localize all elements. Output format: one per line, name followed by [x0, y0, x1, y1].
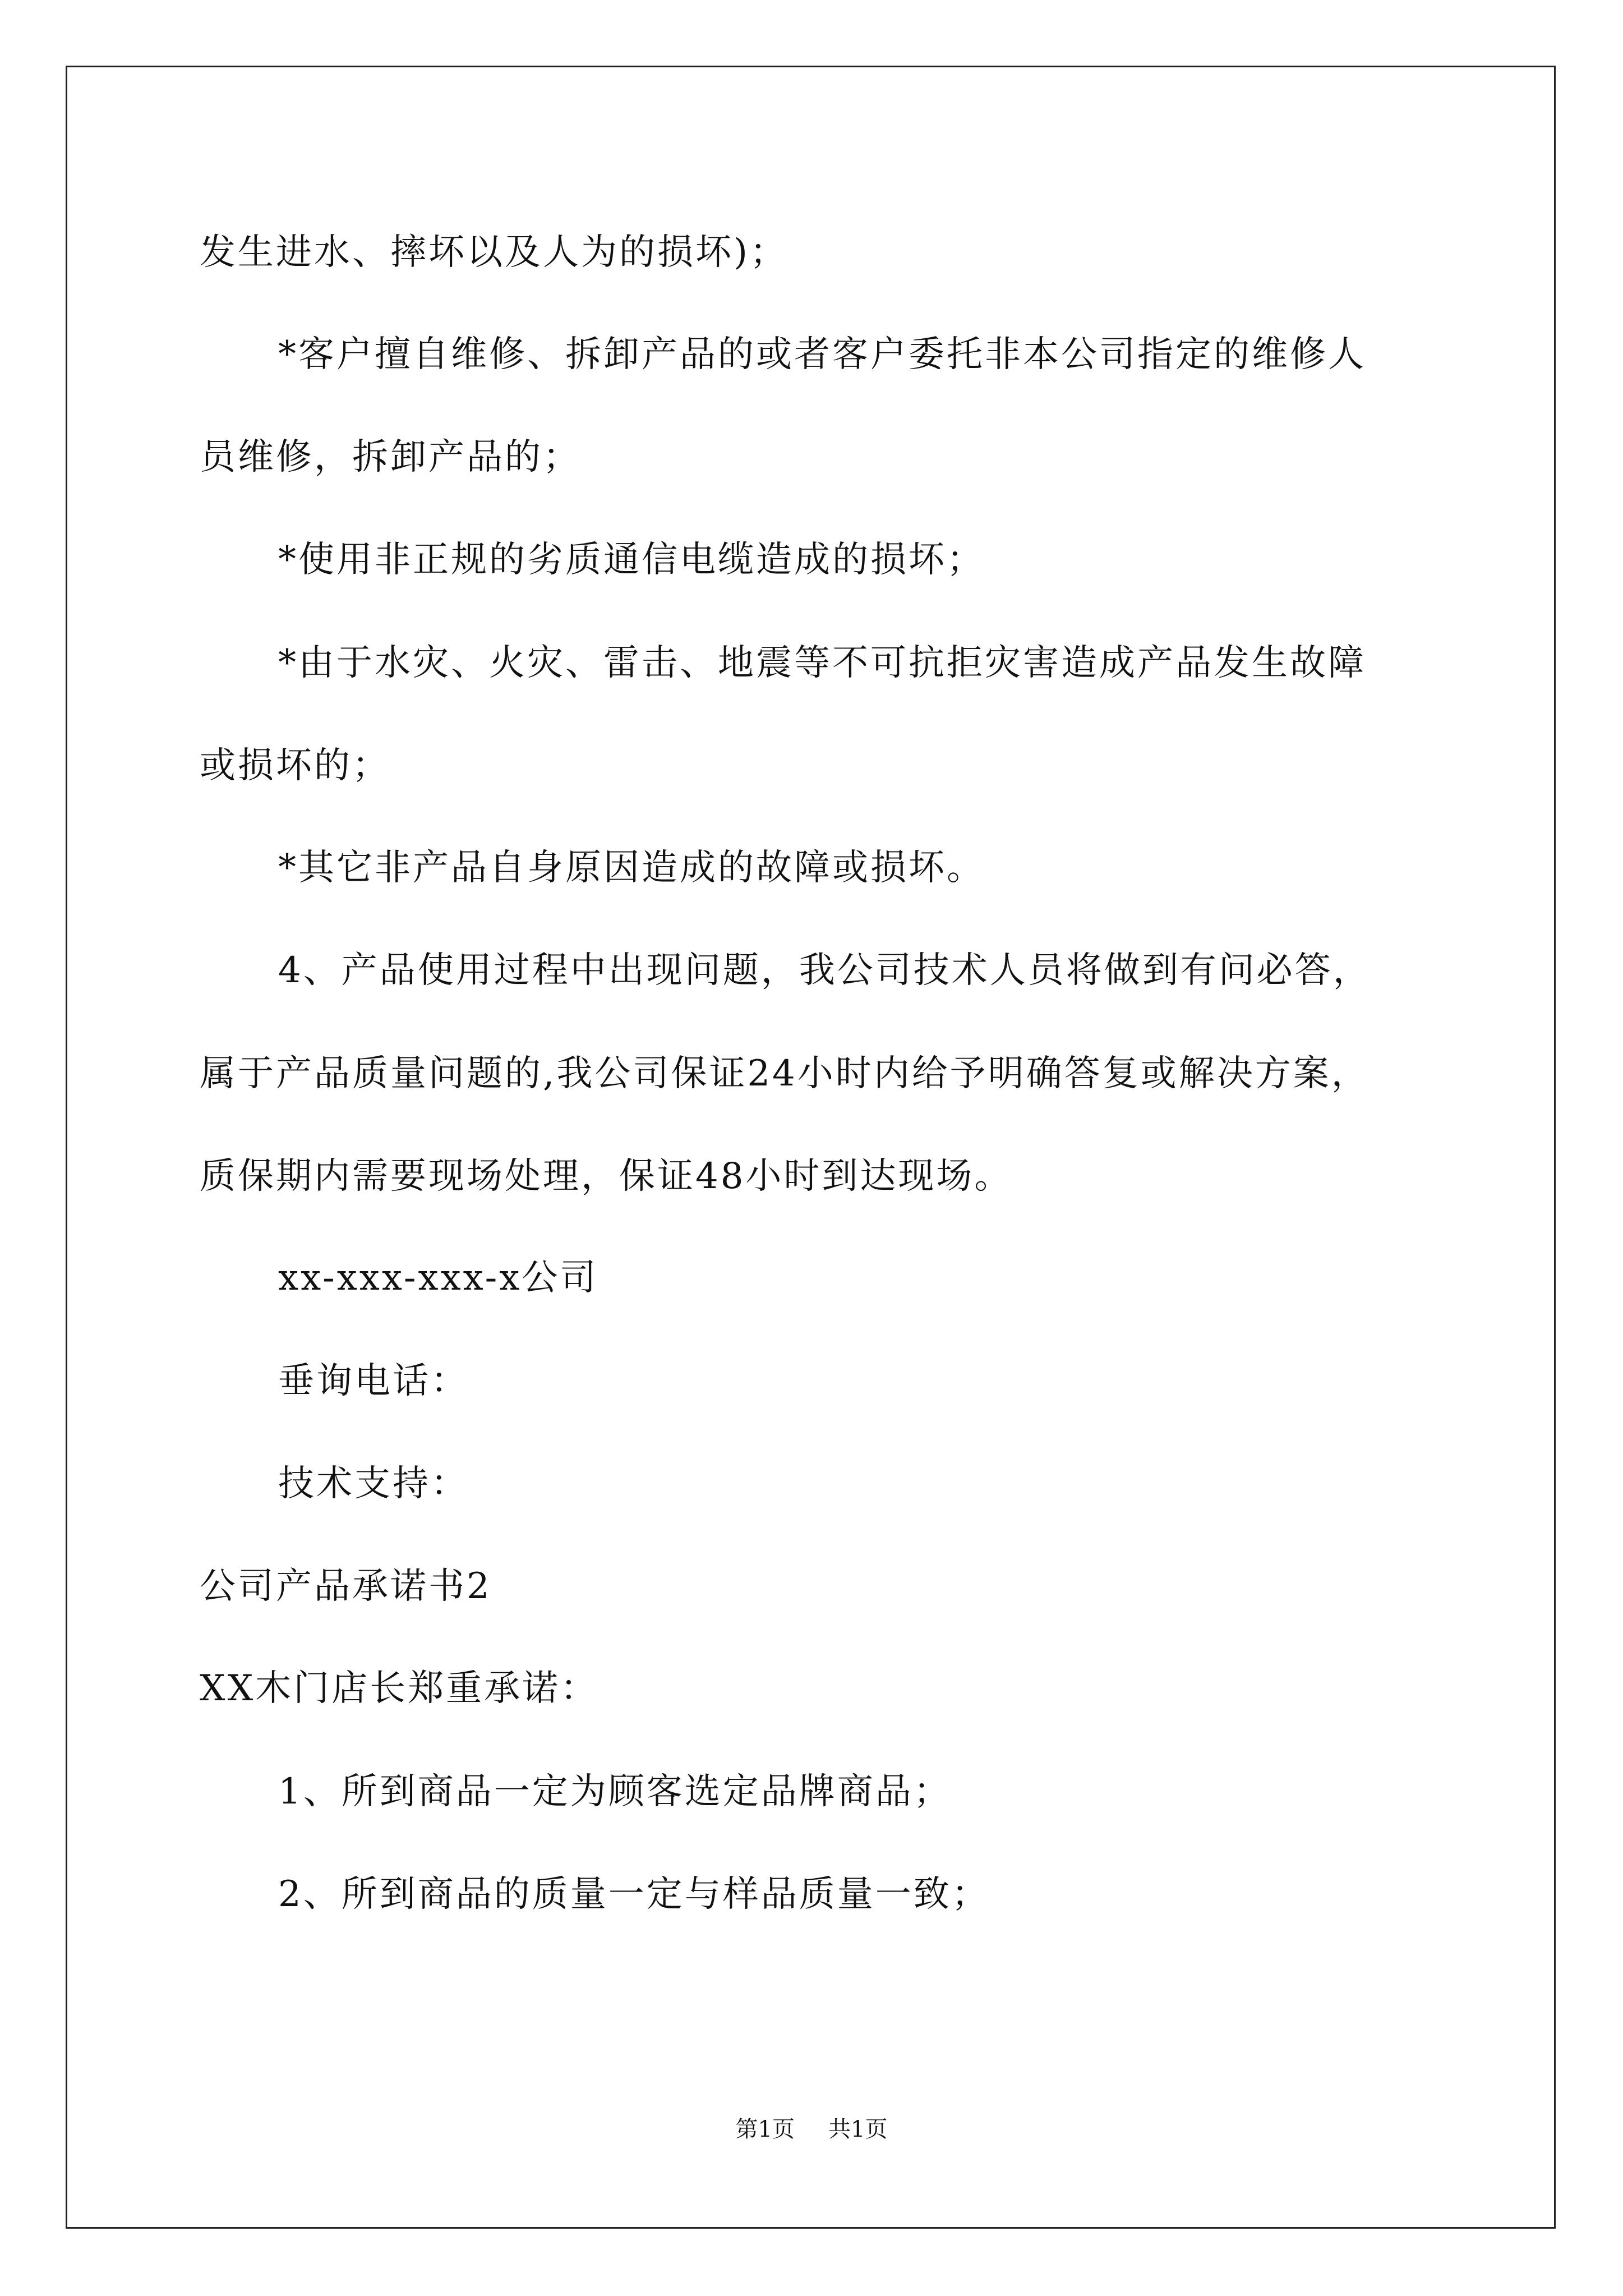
body-line-9: 属于产品质量问题的,我公司保证24小时内给予明确答复或解决方案， [200, 1053, 1370, 1094]
body-line-11: xx-xxx-xxx-x公司 [278, 1257, 598, 1299]
body-line-4: *使用非正规的劣质通信电缆造成的损坏； [278, 539, 985, 581]
body-line-16: 1、所到商品一定为顾客选定品牌商品； [278, 1771, 952, 1812]
body-line-6: 或损坏的； [200, 745, 390, 786]
body-line-1: 发生进水、摔坏以及人为的损坏)； [200, 232, 788, 273]
body-line-15: XX木门店长郑重承诺： [200, 1668, 599, 1709]
body-line-2: *客户擅自维修、拆卸产品的或者客户委托非本公司指定的维修人 [278, 334, 1366, 375]
page-footer [0, 2118, 1623, 2141]
body-line-5: *由于水灾、火灾、雷击、地震等不可抗拒灾害造成产品发生故障 [278, 642, 1366, 684]
page-number-total: 共1页 [828, 2116, 888, 2142]
body-line-17: 2、所到商品的质量一定与样品质量一致； [278, 1874, 990, 1915]
page-number-current: 第1页 [735, 2116, 795, 2142]
body-line-3: 员维修，拆卸产品的； [200, 436, 581, 478]
body-line-13: 技术支持： [278, 1463, 469, 1504]
section-title: 公司产品承诺书2 [200, 1566, 492, 1607]
body-line-8: 4、产品使用过程中出现问题，我公司技术人员将做到有问必答， [278, 950, 1371, 991]
body-line-7: *其它非产品自身原因造成的故障或损坏。 [278, 847, 985, 889]
body-line-10: 质保期内需要现场处理，保证48小时到达现场。 [200, 1156, 1013, 1197]
body-line-12: 垂询电话： [278, 1360, 469, 1402]
